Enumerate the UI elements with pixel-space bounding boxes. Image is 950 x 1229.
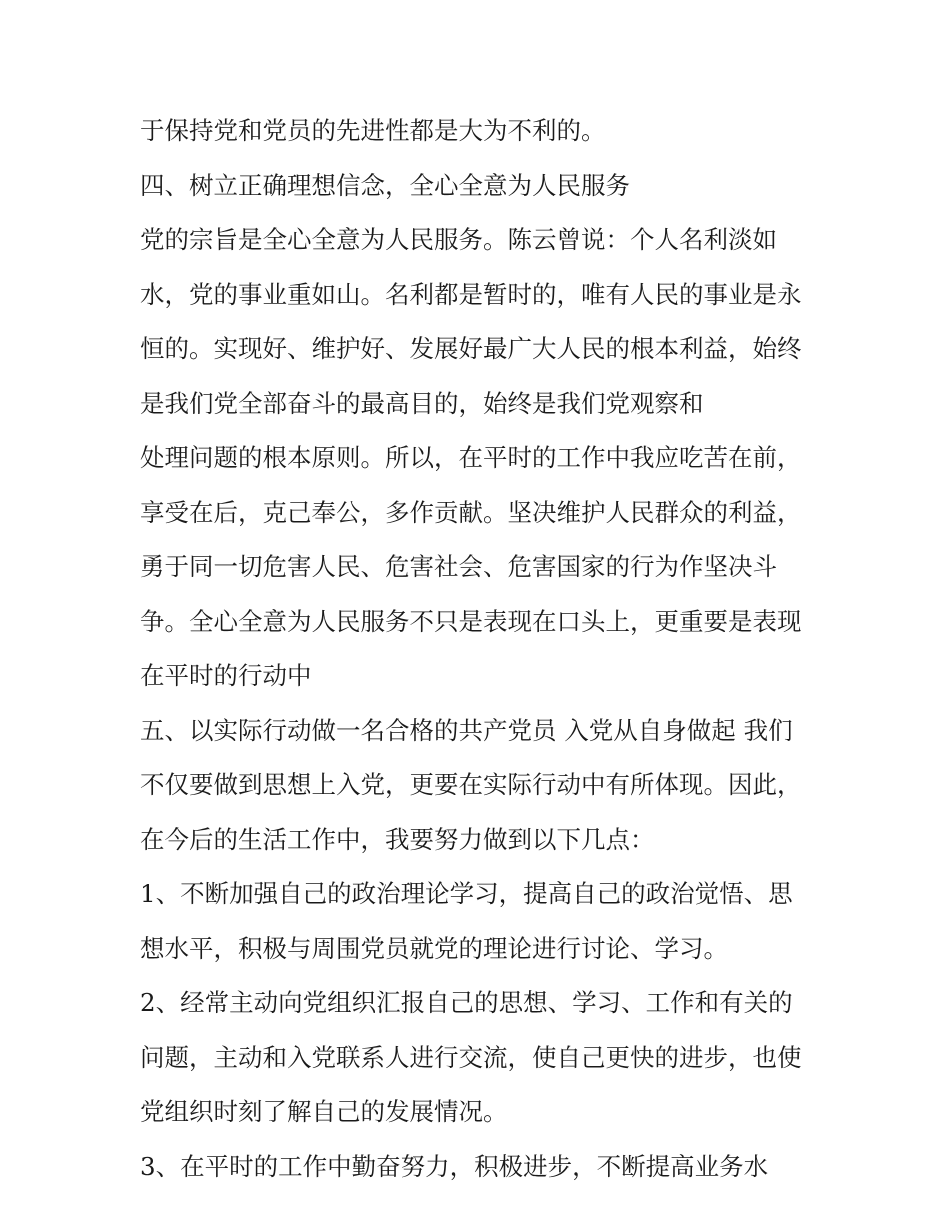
document-body (140, 104, 830, 1194)
list-item-3: 3、在平时的工作中勤奋努力，积极进步，不断提高业务水 (140, 1151, 769, 1181)
text-line: 争。全心全意为人民服务不只是表现在口头上，更重要是表现 (140, 606, 802, 636)
text-line: 在平时的行动中 (140, 661, 312, 690)
text-line: 享受在后，克己奉公，多作贡献。坚决维护人民群众的利益， (140, 497, 802, 527)
text-line: 水，党的事业重如山。名利都是暂时的，唯有人民的事业是永 (140, 279, 802, 309)
section-heading-5: 五、以实际行动做一名合格的共产党员 入党从自身做起 我们 (140, 715, 793, 745)
list-item-2: 2、经常主动向党组织汇报自己的思想、学习、工作和有关的 (140, 988, 793, 1017)
text-line: 恒的。实现好、维护好、发展好最广大人民的根本利益，始终 (140, 334, 802, 363)
text-line: 于保持党和党员的先进性都是大为不利的。 (140, 116, 606, 145)
text-line: 想水平，积极与周围党员就党的理论进行讨论、学习。 (140, 933, 728, 963)
text-line: 党组织时刻了解自己的发展情况。 (140, 1097, 508, 1126)
text-line: 问题，主动和入党联系人进行交流，使自己更快的进步，也使 (140, 1042, 802, 1072)
text-line: 不仅要做到思想上入党，更要在实际行动中有所体现。因此， (140, 770, 802, 799)
text-line: 是我们党全部奋斗的最高目的，始终是我们党观察和 (140, 388, 704, 418)
text-line: 处理问题的根本原则。所以，在平时的工作中我应吃苦在前， (140, 443, 802, 472)
list-item-1: 1、不断加强自己的政治理论学习，提高自己的政治觉悟、思 (140, 879, 793, 908)
text-line: 勇于同一切危害人民、危害社会、危害国家的行为作坚决斗 (140, 552, 777, 581)
section-heading-4: 四、树立正确理想信念，全心全意为人民服务 (140, 170, 630, 200)
text-line: 党的宗旨是全心全意为人民服务。陈云曾说：个人名利淡如 (140, 225, 777, 254)
text-line: 在今后的生活工作中，我要努力做到以下几点： (140, 824, 655, 854)
